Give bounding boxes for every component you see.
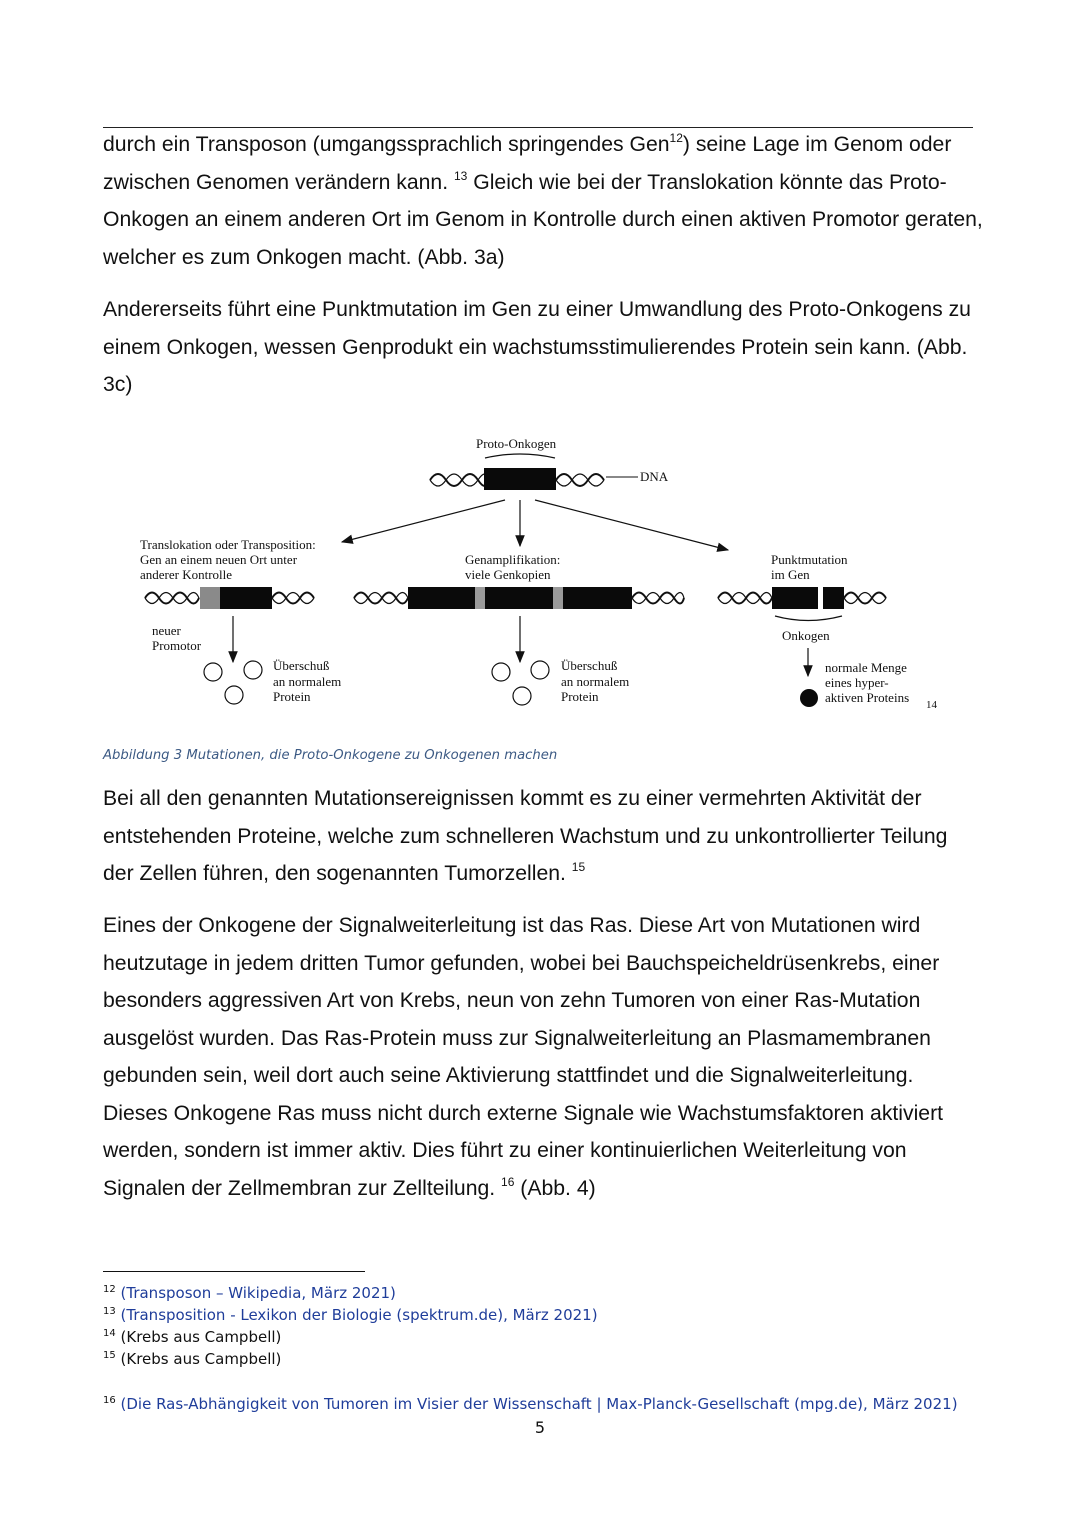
footnote-16 bbox=[103, 1395, 958, 1413]
gene-separator bbox=[553, 587, 563, 609]
paragraph-mutationsereignisse bbox=[103, 780, 983, 893]
footnote-text: (Krebs aus Campbell) bbox=[120, 1328, 282, 1346]
label-left-result-1: Überschuß bbox=[273, 658, 330, 673]
footnote-ref-15[interactable]: 15 bbox=[571, 860, 586, 874]
footnote-link[interactable]: (Transposon – Wikipedia, März 2021) bbox=[120, 1284, 396, 1302]
amplified-genes bbox=[408, 587, 632, 609]
footnote-ref-12[interactable]: 12 bbox=[669, 131, 683, 145]
footnote-number: 12 bbox=[103, 1284, 116, 1295]
label-amplification-1: Genamplifikation: bbox=[465, 552, 561, 567]
label-punktmutation-2: im Gen bbox=[771, 567, 810, 582]
protein-circle bbox=[492, 663, 510, 681]
footnote-12 bbox=[103, 1284, 396, 1302]
protein-circle bbox=[225, 686, 243, 704]
hyperactive-protein bbox=[800, 689, 818, 707]
page-number: 5 bbox=[534, 1418, 546, 1437]
proto-onkogen-gene bbox=[484, 468, 556, 490]
footnote-15 bbox=[103, 1350, 281, 1368]
text-run: ) seine Lage im Genom oder zwischen Genomen verändern kann. bbox=[103, 133, 952, 194]
footnote-14 bbox=[103, 1328, 281, 1346]
text-run: Eines der Onkogene der Signalweiterleitung ist das Ras. Diese Art von Mutationen wird heutzutage in jedem dritten Tumor gefunden, wobei bei Bauchspeicheldrüsenkrebs, einer besonders aggressiven Art von Krebs, neun von zehn Tumoren von einer Ras-Mutation ausgelöst wurden. Das Ras-Protein muss zur Signalweiterleitung an Plasmamembranen gebunden sein, weil dort auch seine Aktivierung stattfindet und die Signalweiterleitung. Dieses Onkogene Ras muss nicht durch externe Signale wie Wachstumsfaktoren aktiviert werden, sondern ist immer aktiv. Dies führt zu einer kontinuierlichen Weiterleitung von Signalen der Zellmembran zur Zellteilung. bbox=[103, 914, 944, 1200]
figure-oncogene-mutations bbox=[130, 430, 950, 720]
dna-strand-right-b bbox=[556, 474, 604, 486]
protein-circle bbox=[244, 661, 262, 679]
footnote-number: 15 bbox=[103, 1350, 116, 1361]
label-onkogen: Onkogen bbox=[782, 628, 830, 643]
label-mid-result-1: Überschuß bbox=[561, 658, 618, 673]
new-promoter-block bbox=[200, 587, 220, 609]
brace-onkogen bbox=[775, 616, 842, 621]
label-dna: DNA bbox=[640, 469, 669, 484]
left-dna-d bbox=[272, 593, 314, 604]
label-amplification-2: viele Genkopien bbox=[465, 567, 551, 582]
right-dna-d bbox=[844, 593, 886, 604]
label-left-result-2: an normalem bbox=[273, 674, 342, 689]
label-proto-onkogen: Proto-Onkogen bbox=[476, 436, 557, 451]
label-right-result-2: eines hyper- bbox=[825, 675, 889, 690]
right-dna-c bbox=[844, 593, 886, 604]
paragraph-transposon bbox=[103, 126, 983, 276]
footnote-number: 13 bbox=[103, 1306, 116, 1317]
arrow-to-punktmutation bbox=[535, 500, 728, 550]
text-run: Gleich wie bei der Translokation könnte das Proto-Onkogen an einem anderen Ort im Genom in Kontrolle durch einen aktiven Promotor geraten, welcher es zum Onkogen macht. (Abb. 3a) bbox=[103, 170, 983, 269]
arrow-to-translocation bbox=[342, 500, 505, 542]
footnote-13 bbox=[103, 1306, 598, 1324]
footnote-number: 16 bbox=[103, 1395, 116, 1406]
label-mid-result-2: an normalem bbox=[561, 674, 630, 689]
label-right-result-3: aktiven Proteins bbox=[825, 690, 910, 705]
text-run: durch ein Transposon (umgangssprachlich springendes Gen bbox=[103, 133, 670, 156]
label-neuer: neuer bbox=[152, 623, 181, 638]
gene-separator bbox=[475, 587, 485, 609]
mutated-gene bbox=[772, 587, 844, 609]
figure-caption: Abbildung 3 Mutationen, die Proto-Onkogene zu Onkogenen machen bbox=[103, 748, 558, 763]
label-left-result-3: Protein bbox=[273, 689, 311, 704]
label-right-result-1: normale Menge bbox=[825, 660, 907, 675]
protein-circle bbox=[513, 687, 531, 705]
footnote-ref-16[interactable]: 16 bbox=[501, 1174, 515, 1189]
left-dna-c bbox=[272, 593, 314, 604]
paragraph-ras bbox=[103, 907, 983, 1207]
diagram-svg bbox=[130, 430, 950, 720]
brace-proto bbox=[485, 454, 555, 458]
footnote-ref-13[interactable]: 13 bbox=[453, 168, 468, 183]
figure-ref-14: 14 bbox=[926, 699, 937, 711]
footnote-link[interactable]: (Die Ras-Abhängigkeit von Tumoren im Visier der Wissenschaft | Max-Planck-Gesellschaft (mpg.de), März 2021) bbox=[120, 1395, 958, 1413]
footnote-text: (Krebs aus Campbell) bbox=[120, 1350, 282, 1368]
footnote-separator bbox=[103, 1271, 365, 1272]
text-run: (Abb. 4) bbox=[514, 1176, 596, 1200]
text-run: Andererseits führt eine Punktmutation im Gen zu einer Umwandlung des Proto-Onkogens zu einem Onkogen, wessen Genprodukt ein wachstumsstimulierendes Protein sein kann. (Abb. 3c) bbox=[103, 298, 971, 396]
text-run: Bei all den genannten Mutationsereignissen kommt es zu einer vermehrten Aktivität der entstehenden Proteine, welche zum schnelleren Wachstum und zu unkontrollierter Teilung der Zellen führen, den sogenannten Tumorzellen. bbox=[103, 787, 948, 885]
paragraph-punktmutation bbox=[103, 291, 983, 404]
left-gene bbox=[220, 587, 272, 609]
protein-circle bbox=[531, 661, 549, 679]
label-translocation-3: anderer Kontrolle bbox=[140, 567, 233, 582]
label-promotor: Promotor bbox=[152, 638, 202, 653]
footnote-link[interactable]: (Transposition - Lexikon der Biologie (spektrum.de), März 2021) bbox=[120, 1306, 598, 1324]
label-translocation-1: Translokation oder Transposition: bbox=[140, 537, 316, 552]
label-mid-result-3: Protein bbox=[561, 689, 599, 704]
label-punktmutation-1: Punktmutation bbox=[771, 552, 848, 567]
protein-circle bbox=[204, 663, 222, 681]
dna-strand-right bbox=[556, 474, 604, 486]
point-mutation-mark bbox=[818, 587, 823, 609]
label-translocation-2: Gen an einem neuen Ort unter bbox=[140, 552, 298, 567]
footnote-number: 14 bbox=[103, 1328, 116, 1339]
